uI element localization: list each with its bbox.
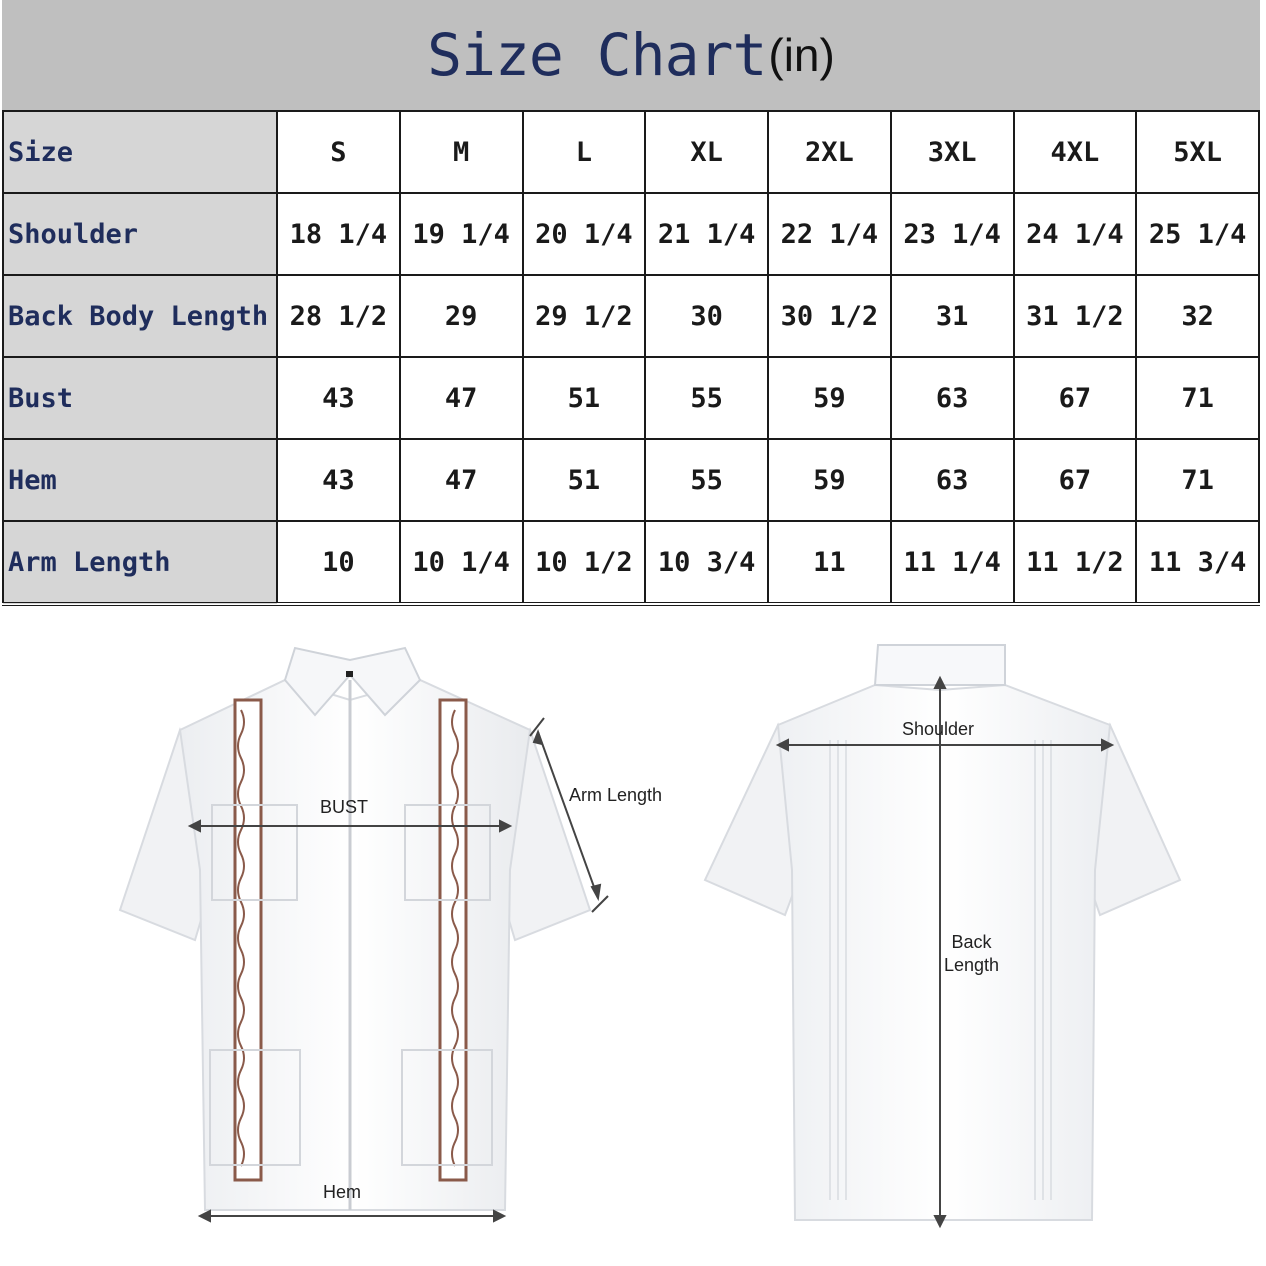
table-cell: 4XL <box>1014 111 1137 193</box>
table-cell: 19 1/4 <box>400 193 523 275</box>
table-cell: 22 1/4 <box>768 193 891 275</box>
back-length-line2: Length <box>944 955 1000 975</box>
table-cell: 11 3/4 <box>1136 521 1259 604</box>
table-cell: 31 1/2 <box>1014 275 1137 357</box>
row-label: Back Body Length <box>3 275 277 357</box>
table-cell: 30 1/2 <box>768 275 891 357</box>
table-cell: 67 <box>1014 357 1137 439</box>
table-cell: 55 <box>645 357 768 439</box>
table-cell: 24 1/4 <box>1014 193 1137 275</box>
table-cell: 51 <box>523 439 646 521</box>
table-cell: 47 <box>400 357 523 439</box>
table-cell: XL <box>645 111 768 193</box>
front-shirt-image <box>100 640 700 1230</box>
table-cell: 67 <box>1014 439 1137 521</box>
chart-title: Size Chart <box>427 21 767 89</box>
table-cell: M <box>400 111 523 193</box>
table-row <box>3 439 1259 521</box>
table-cell: 20 1/4 <box>523 193 646 275</box>
table-row <box>3 521 1259 604</box>
table-cell: 3XL <box>891 111 1014 193</box>
table-cell: 21 1/4 <box>645 193 768 275</box>
back-length-line1: Back <box>951 932 992 952</box>
table-cell: 10 <box>277 521 400 604</box>
row-label: Arm Length <box>3 521 277 604</box>
table-cell: 10 1/4 <box>400 521 523 604</box>
table-cell: 11 1/2 <box>1014 521 1137 604</box>
table-cell: 23 1/4 <box>891 193 1014 275</box>
table-cell: 59 <box>768 439 891 521</box>
title-bar <box>2 0 1260 112</box>
table-cell: 55 <box>645 439 768 521</box>
bust-label: BUST <box>320 797 369 817</box>
table-cell: 51 <box>523 357 646 439</box>
table-cell: 29 <box>400 275 523 357</box>
size-table <box>2 110 1260 606</box>
table-cell: 63 <box>891 357 1014 439</box>
table-cell: 43 <box>277 439 400 521</box>
table-cell: 2XL <box>768 111 891 193</box>
table-cell: 18 1/4 <box>277 193 400 275</box>
hem-label: Hem <box>323 1182 362 1202</box>
table-row <box>3 111 1259 193</box>
table-cell: 71 <box>1136 439 1259 521</box>
row-label: Bust <box>3 357 277 439</box>
table-cell: 25 1/4 <box>1136 193 1259 275</box>
table-cell: S <box>277 111 400 193</box>
table-cell: 28 1/2 <box>277 275 400 357</box>
table-row <box>3 357 1259 439</box>
table-cell: 11 <box>768 521 891 604</box>
table-row <box>3 193 1259 275</box>
table-cell: 43 <box>277 357 400 439</box>
table-cell: 47 <box>400 439 523 521</box>
back-length-label <box>944 931 999 977</box>
table-cell: 10 3/4 <box>645 521 768 604</box>
chart-unit: (in) <box>768 29 835 81</box>
table-cell: 30 <box>645 275 768 357</box>
table-row <box>3 275 1259 357</box>
table-cell: 11 1/4 <box>891 521 1014 604</box>
row-label: Shoulder <box>3 193 277 275</box>
row-label: Size <box>3 111 277 193</box>
table-cell: 29 1/2 <box>523 275 646 357</box>
table-cell: 63 <box>891 439 1014 521</box>
shoulder-label: Shoulder <box>902 719 975 739</box>
row-label: Hem <box>3 439 277 521</box>
table-cell: L <box>523 111 646 193</box>
table-cell: 71 <box>1136 357 1259 439</box>
table-cell: 32 <box>1136 275 1259 357</box>
table-cell: 31 <box>891 275 1014 357</box>
table-cell: 59 <box>768 357 891 439</box>
arm-length-label: Arm Length <box>569 785 663 805</box>
table-cell: 5XL <box>1136 111 1259 193</box>
table-cell: 10 1/2 <box>523 521 646 604</box>
